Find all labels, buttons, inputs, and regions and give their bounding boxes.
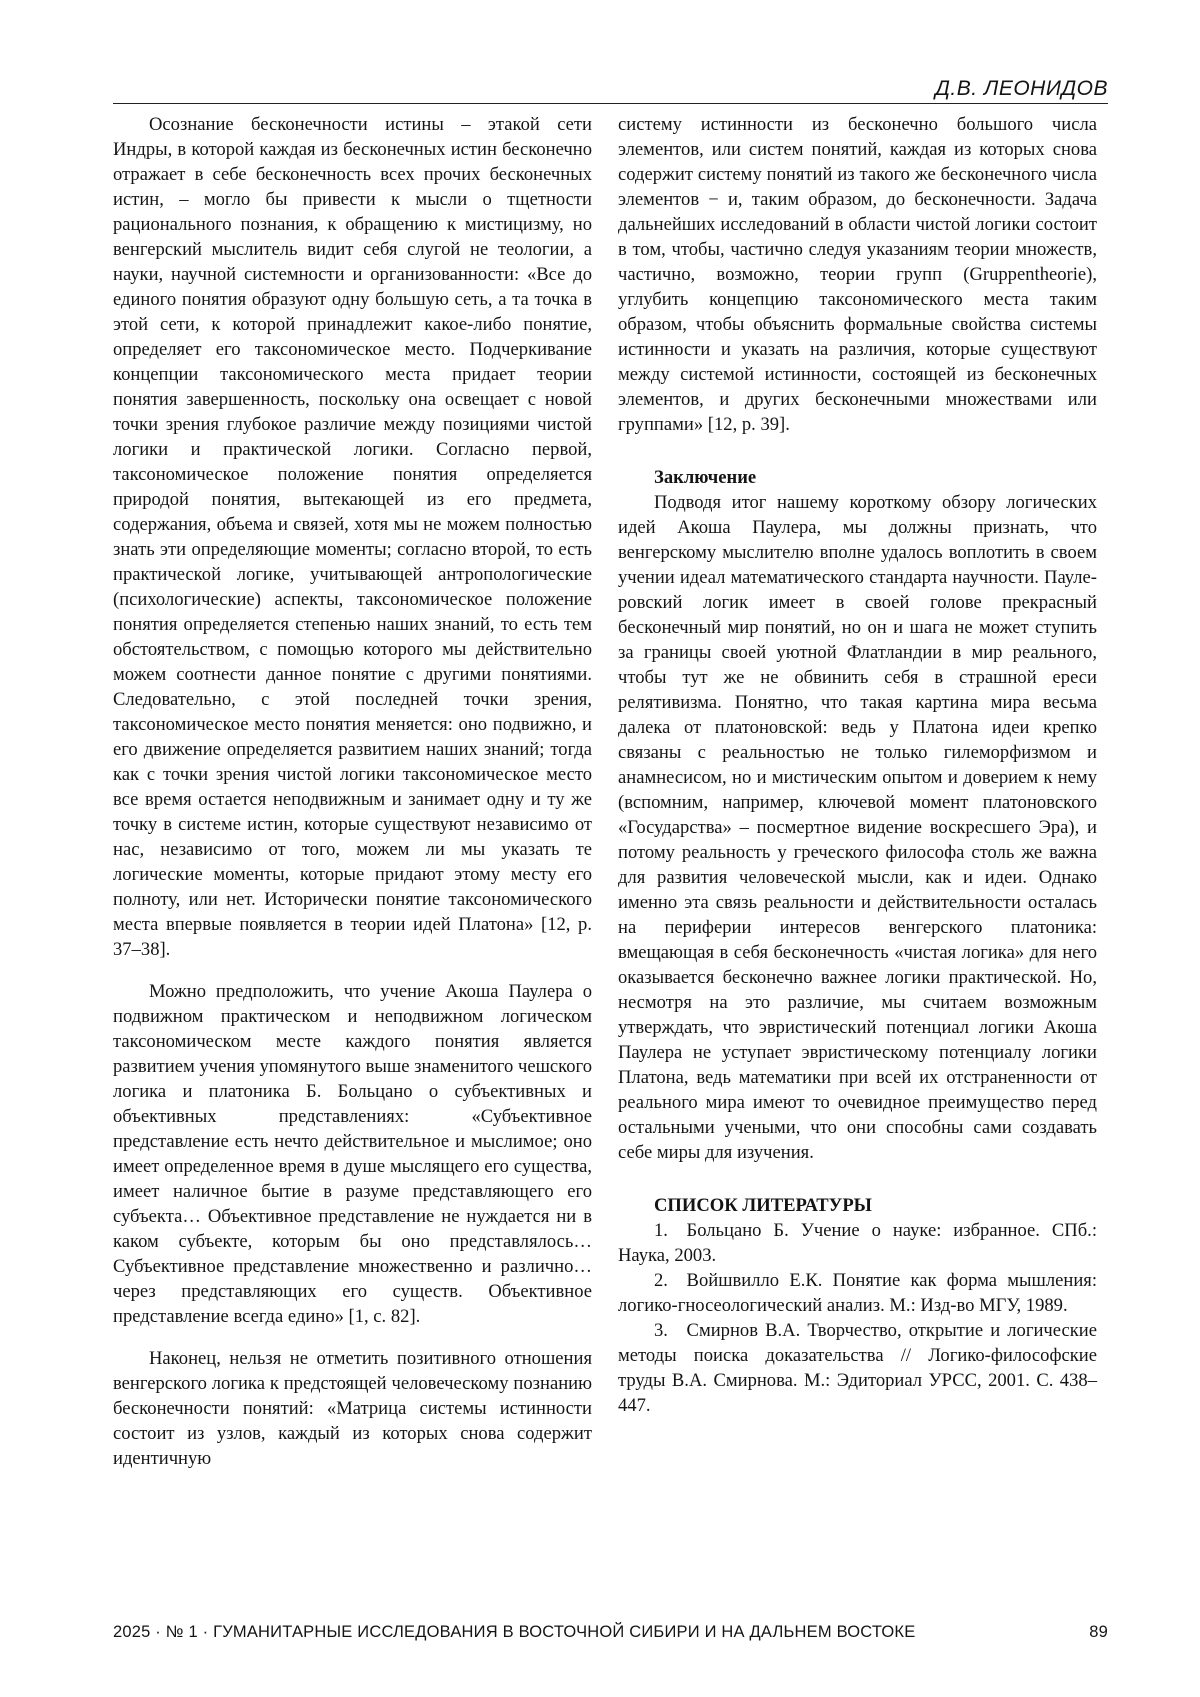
paragraph-infinity-quote: Наконец, нельзя не отметить позитивного отношения венгерского логика к предстоящей человеческому познанию бесконечности понятий: «Матрица системы истинности состоит из узлов, каждый из которых снова содержит идентичную <box>113 1348 592 1469</box>
references-heading: СПИСОК ЛИТЕРАТУРЫ <box>654 1195 872 1216</box>
page-number: 89 <box>1089 1623 1108 1641</box>
page-footer <box>113 1622 1108 1642</box>
reference-item: 1. Больцано Б. Учение о науке: избранное. СПб.: Наука, 2003. <box>618 1220 1097 1266</box>
right-column <box>618 112 1097 1418</box>
reference-item: 3. Смирнов В.А. Творчество, открытие и логические методы поиска доказательства // Логико-философские труды В.А. Смирнова. М.: Эдиториал УРСС, 2001. С. 438–447. <box>618 1320 1097 1416</box>
conclusion-paragraph: Подводя итог нашему короткому обзору логических идей Акоша Паулера, мы должны признать, что венгерскому мыслителю вполне удалось воплотить в своем учении идеал математического стандарта научности. Паулеровский логик имеет в своей голове прекрасный бесконечный мир понятий, но он и шага не может ступить за границы своей уютной Флатландии в мир реального, чтобы тут же не обвинить себя в страшной ереси релятивизма. Понятно, что такая картина мира весьма далека от платоновской: ведь у Платона идеи крепко связаны с реальностью не только гилеморфизмом и анамнесисом, но и мистическим опытом и доверием к нему (вспомним, например, ключевой момент платоновского «Государства» – посмертное видение воскресшего Эра), и потому реальность у греческого философа столь же важна для развития человеческой мысли, как и идеи. Однако именно эта связь реальности и действительности осталась на периферии интересов венгерского платоника: вмещающая в себя бесконечность «чистая логика» для него оказывается бесконечно важнее логики практической. Но, несмотря на это различие, мы считаем возможным утверждать, что эвристический потенциал логики Акоша Паулера не уступает эвристическому потенциалу логики Платона, ведь математики при всей их отстраненности от реального мира имеют то очевидное преимущество перед остальными учеными, что они способны сами создавать себе миры для изучения. <box>618 492 1097 1163</box>
paragraph-bolzano: Можно предположить, что учение Акоша Паулера о подвижном практическом и неподвижном логическом таксономическом месте каждого понятия является развитием учения упомянутого выше знаменитого чешского логика и платоника Б. Больцано о субъективных и объективных представлениях: «Субъективное представление есть нечто действительное и мыслимое; оно имеет определенное время в душе мыслящего его существа, имеет наличное бытие в разуме представляющего его субъекта… Объективное представление не нуждается ни в каком субъекте, которым бы оно представлялось… Субъективное представление множественно и различно… через представляющих его существ. Объективное представление всегда едино» [1, с. 82]. <box>113 981 592 1327</box>
paragraph-taxonomic-place: Осознание бесконечности истины – этакой сети Индры, в которой каждая из бесконечных истин бесконечно отражает в себе бесконечность всех прочих бесконечных истин, – могло бы привести к мысли о тщетности рационального познания, к обращению к мистицизму, но венгерский мыслитель видит себя слугой не теологии, а науки, научной системности и организованности: «Все до единого понятия образуют одну большую сеть, а та точка в этой сети, к которой принадлежит какое-либо понятие, определяет его таксономическое место. Подчеркивание концепции таксономического места придает теории понятия завершенность, поскольку она освещает с новой точки зрения глубокое различие между позициями чистой логики и практической логики. Согласно первой, таксономическое положение понятия определяется природой понятия, вытекающей из его предмета, содержания, объема и связей, хотя мы не можем полностью знать эти определяющие моменты; согласно второй, то есть практической логике, учитывающей антропологические (психологические) аспекты, таксономическое положение понятия определяется степенью наших знаний, то есть тем обстоятельством, с помощью которого мы действительно можем соотнести данное понятие с другими понятиями. Следовательно, с этой последней точки зрения, таксономическое место понятия меняется: оно подвижно, и его движение определяется развитием наших знаний; тогда как с точки зрения чистой логики таксономическое место все время остается неподвижным и занимает одну и ту же точку в системе истин, которые существуют независимо от нас, независимо от того, можем ли мы указать те логические моменты, которые придают этому месту его полноту, или нет. Исторически понятие таксономического места впервые появляется в теории идей Платона» [12, р. 37–38]. <box>113 114 592 960</box>
left-column <box>113 112 592 1471</box>
header-divider <box>113 103 1108 104</box>
conclusion-heading: Заключение <box>654 467 757 488</box>
paragraph-continuation: систему истинности из бесконечно большого числа элементов, или систем понятий, каждая из которых снова содержит систему понятий из такого же бесконечного числа элементов − и, таким образом, до бесконечности. Задача дальнейших исследований в области чистой логики состоит в том, чтобы, частично следуя указаниям теории множеств, частично, возможно, теории групп (Gruppentheorie), углубить концепцию таксономического места таким образом, чтобы объяснить формальные свойства системы истинности и указать на различия, которые существуют между системой истинности, состоящей из бесконечных элементов, и других бесконечными множествами или группами» [12, р. 39]. <box>618 114 1097 435</box>
reference-item: 2. Войшвилло Е.К. Понятие как форма мышления: логико-гносеологический анализ. М.: Изд-во МГУ, 1989. <box>618 1270 1097 1316</box>
running-header-author: Д.В. ЛЕОНИДОВ <box>935 77 1108 100</box>
journal-title: 2025 · № 1 · ГУМАНИТАРНЫЕ ИССЛЕДОВАНИЯ В ВОСТОЧНОЙ СИБИРИ И НА ДАЛЬНЕМ ВОСТОКЕ <box>113 1623 916 1641</box>
